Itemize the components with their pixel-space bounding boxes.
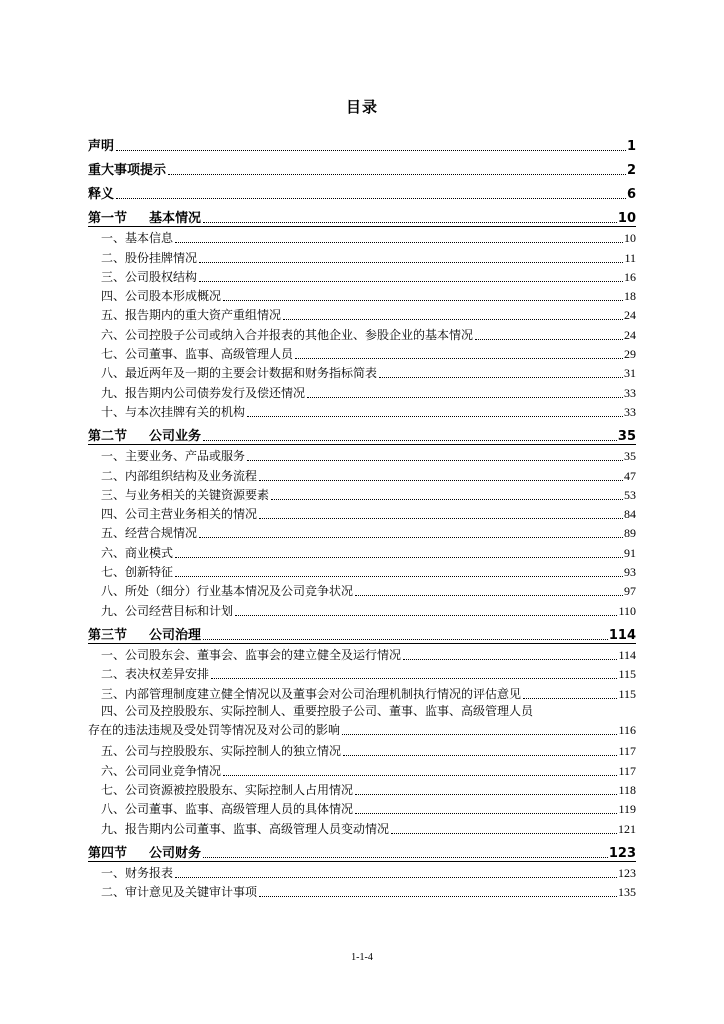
toc-page-number: 1: [626, 139, 636, 154]
toc-entry[interactable]: [88, 503, 636, 522]
toc-entry-label: 七、公司资源被控股股东、实际控制人占用情况: [101, 783, 354, 798]
toc-page-number: 119: [618, 802, 636, 817]
toc-leader-dots: [247, 415, 623, 417]
toc-page-number: 115: [618, 686, 636, 701]
toc-entry[interactable]: [88, 484, 636, 503]
toc-leader-dots: [116, 149, 626, 151]
toc-leader-dots: [259, 895, 617, 897]
toc-leader-dots: [355, 594, 623, 596]
toc-entry[interactable]: [88, 599, 636, 618]
toc-leader-dots: [379, 376, 623, 378]
toc-page-number: 47: [624, 468, 636, 483]
toc-entry-label: 二、股份挂牌情况: [101, 250, 198, 265]
toc-leader-dots: [342, 733, 617, 735]
toc-page-number: 97: [624, 584, 636, 599]
toc-entry-label: 五、经营合规情况: [101, 526, 198, 541]
toc-entry[interactable]: [88, 798, 636, 817]
toc-entry-label: 九、报告期内公司债券发行及偿还情况: [101, 385, 306, 400]
toc-page-number: 33: [624, 385, 636, 400]
toc-leader-dots: [403, 658, 617, 660]
toc-entry[interactable]: [88, 445, 636, 464]
toc-page-number: 24: [624, 308, 636, 323]
toc-entry-label: 声明: [88, 139, 115, 154]
toc-page-number: 121: [618, 821, 636, 836]
toc-entry-label-line2: 存在的违法违规及受处罚等情况及对公司的影响: [88, 722, 341, 737]
toc-leader-dots: [235, 614, 617, 616]
toc-entry-label: 九、报告期内公司董事、监事、高级管理人员变动情况: [101, 821, 390, 836]
toc-leader-dots: [175, 241, 623, 243]
toc-entry-label: 释义: [88, 187, 115, 202]
toc-leader-dots: [523, 697, 617, 699]
toc-leader-dots: [199, 280, 623, 282]
toc-entry-label: 二、表决权差异安排: [101, 667, 210, 682]
toc-entry[interactable]: [88, 779, 636, 798]
toc-entry[interactable]: [88, 541, 636, 560]
toc-entry[interactable]: [88, 227, 636, 246]
toc-page-number: 35: [624, 449, 636, 464]
toc-page-number: 89: [624, 526, 636, 541]
toc-entry-label: 一、主要业务、产品或服务: [101, 449, 246, 464]
toc-page-number: 123: [618, 865, 636, 880]
toc-leader-dots: [168, 173, 626, 175]
toc-section-entry[interactable]: [88, 619, 636, 644]
toc-leader-dots: [307, 396, 623, 398]
toc-leader-dots: [223, 299, 623, 301]
toc-entry[interactable]: [88, 304, 636, 323]
toc-leader-dots: [175, 575, 623, 577]
toc-leader-dots: [295, 357, 623, 359]
toc-page-number: 110: [618, 603, 636, 618]
toc-entry[interactable]: [88, 362, 636, 381]
toc-entry[interactable]: [88, 401, 636, 420]
toc-leader-dots: [259, 517, 623, 519]
toc-entry[interactable]: [88, 522, 636, 541]
toc-page-number: 115: [618, 667, 636, 682]
toc-entry-label: 七、公司董事、监事、高级管理人员: [101, 347, 294, 362]
toc-page-number: 29: [624, 347, 636, 362]
toc-leader-dots: [355, 793, 617, 795]
toc-page-number: 31: [624, 366, 636, 381]
toc-section-entry[interactable]: [88, 420, 636, 445]
toc-entry[interactable]: [88, 285, 636, 304]
toc-entry-label: 七、创新特征: [101, 565, 174, 580]
toc-page-number: 117: [618, 744, 636, 759]
toc-leader-dots: [355, 812, 617, 814]
toc-entry-label: 六、商业模式: [101, 545, 174, 560]
toc-leader-dots: [259, 479, 623, 481]
toc-page-number: 84: [624, 507, 636, 522]
toc-page-number: 10: [617, 211, 636, 226]
toc-entry[interactable]: [88, 343, 636, 362]
toc-entry[interactable]: [88, 817, 636, 836]
toc-entry[interactable]: [88, 862, 636, 881]
toc-entry-label: 六、公司同业竞争情况: [101, 763, 222, 778]
toc-page-number: 6: [626, 187, 636, 202]
toc-page-number: 123: [608, 845, 636, 861]
toc-page-number: 10: [624, 231, 636, 246]
toc-page-number: 117: [618, 763, 636, 778]
toc-page-number: 93: [624, 565, 636, 580]
toc-page-number: 16: [624, 269, 636, 284]
toc-page-number: 35: [617, 428, 636, 444]
toc-entry-label: 四、公司股本形成概况: [101, 289, 222, 304]
toc-page-number: 116: [618, 722, 636, 737]
toc-entry-label: 三、与业务相关的关键资源要素: [101, 487, 270, 502]
toc-entry[interactable]: [88, 644, 636, 663]
toc-leader-dots: [116, 197, 626, 199]
toc-entry-label: 三、内部管理制度建立健全情况以及董事会对公司治理机制执行情况的评估意见: [101, 686, 522, 701]
toc-leader-dots: [203, 856, 608, 858]
toc-leader-dots: [199, 261, 623, 263]
toc-entry-label: 八、所处（细分）行业基本情况及公司竞争状况: [101, 584, 354, 599]
page-title: 目录: [345, 98, 378, 116]
toc-leader-dots: [199, 536, 623, 538]
toc-leader-dots: [271, 498, 623, 500]
toc-page-number: 18: [624, 289, 636, 304]
toc-page-number: 11: [624, 250, 636, 265]
toc-leader-dots: [203, 638, 608, 640]
toc-entry-label: 公司业务: [149, 428, 202, 444]
toc-leader-dots: [203, 439, 617, 441]
toc-entry-label: 一、公司股东会、董事会、监事会的建立健全及运行情况: [101, 647, 402, 662]
toc-entry[interactable]: [88, 323, 636, 342]
toc-entry-label: 九、公司经营目标和计划: [101, 603, 234, 618]
toc-section-number: 第三节: [88, 627, 128, 643]
toc-entry-label: 四、公司主营业务相关的情况: [101, 507, 258, 522]
toc-leader-dots: [175, 556, 623, 558]
toc-section-entry[interactable]: [88, 154, 636, 178]
toc-page-number: 53: [624, 487, 636, 502]
toc-entry-label: 五、报告期内的重大资产重组情况: [101, 308, 282, 323]
toc-leader-dots: [391, 832, 617, 834]
toc-page-number: 91: [624, 545, 636, 560]
toc-section-number: 第一节: [88, 211, 128, 226]
toc-page-number: 114: [618, 647, 636, 662]
toc-entry[interactable]: [88, 580, 636, 599]
toc-entry-label: 二、审计意见及关键审计事项: [101, 885, 258, 900]
toc-page-number: 114: [608, 627, 636, 643]
toc-leader-dots: [247, 459, 623, 461]
toc-entry[interactable]: [88, 561, 636, 580]
toc-entry-multiline[interactable]: [88, 702, 636, 741]
toc-entry-label: 一、基本信息: [101, 231, 174, 246]
page-number: 1-1-4: [351, 952, 373, 963]
toc-entry-label: 十、与本次挂牌有关的机构: [101, 404, 246, 419]
toc-entry[interactable]: [88, 381, 636, 400]
toc-page-number: 33: [624, 404, 636, 419]
toc-entry-label: 一、财务报表: [101, 865, 174, 880]
toc-entry-label: 公司治理: [149, 627, 202, 643]
toc-entry-label: 二、内部组织结构及业务流程: [101, 468, 258, 483]
toc-leader-dots: [223, 774, 617, 776]
toc-entry[interactable]: [88, 881, 636, 900]
toc-section-number: 第二节: [88, 428, 128, 444]
toc-leader-dots: [211, 677, 617, 679]
toc-leader-dots: [283, 318, 623, 320]
toc-section-entry[interactable]: [88, 202, 636, 227]
toc-entry-label-line1: 四、公司及控股股东、实际控制人、重要控股子公司、董事、监事、高级管理人员: [101, 703, 534, 718]
toc-entry[interactable]: [88, 663, 636, 682]
toc-section-entry[interactable]: [88, 837, 636, 862]
toc-leader-dots: [343, 754, 617, 756]
toc-entry-label: 八、最近两年及一期的主要会计数据和财务指标简表: [101, 366, 378, 381]
toc-entry[interactable]: [88, 246, 636, 265]
toc-entry[interactable]: [88, 266, 636, 285]
toc-page-number: 24: [624, 327, 636, 342]
toc-entry[interactable]: [88, 682, 636, 701]
toc-entry-label: 六、公司控股子公司或纳入合并报表的其他企业、参股企业的基本情况: [101, 327, 474, 342]
toc-entry-label: 八、公司董事、监事、高级管理人员的具体情况: [101, 802, 354, 817]
toc-section-entry[interactable]: [88, 130, 636, 154]
toc-page-number: 2: [626, 163, 636, 178]
toc-entry[interactable]: [88, 464, 636, 483]
toc-leader-dots: [175, 876, 617, 878]
toc-entry-label: 五、公司与控股股东、实际控制人的独立情况: [101, 744, 342, 759]
toc-page-number: 118: [618, 783, 636, 798]
toc-entry-label: 重大事项提示: [88, 163, 167, 178]
toc-entry[interactable]: [88, 759, 636, 778]
table-of-contents: [88, 130, 636, 900]
toc-entry-label: 公司财务: [149, 845, 202, 861]
toc-page-number: 135: [618, 885, 636, 900]
toc-section-number: 第四节: [88, 845, 128, 861]
toc-entry-label: 基本情况: [149, 211, 202, 226]
toc-leader-dots: [203, 221, 617, 223]
toc-leader-dots: [475, 338, 623, 340]
toc-entry-label: 三、公司股权结构: [101, 269, 198, 284]
toc-section-entry[interactable]: [88, 178, 636, 202]
toc-entry[interactable]: [88, 740, 636, 759]
